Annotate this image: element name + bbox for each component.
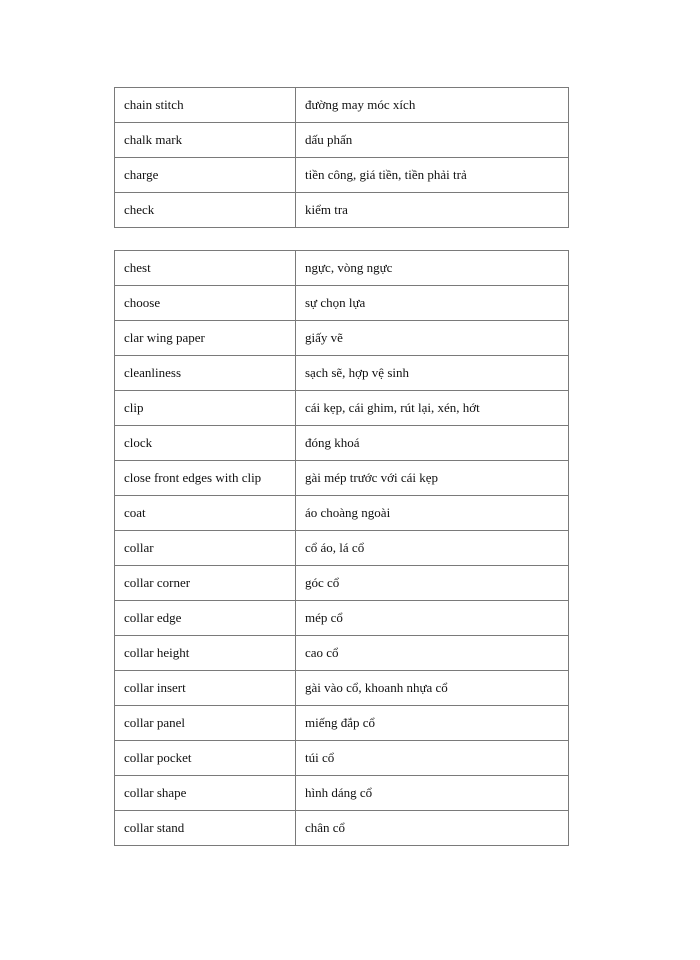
table-row (115, 356, 569, 391)
table-row (115, 496, 569, 531)
table-row (115, 286, 569, 321)
meaning-cell: sạch sẽ, hợp vệ sinh (296, 356, 569, 391)
meaning-cell: giấy vẽ (296, 321, 569, 356)
meaning-cell: sự chọn lựa (296, 286, 569, 321)
meaning-cell: đóng khoá (296, 426, 569, 461)
term-cell: charge (115, 158, 296, 193)
meaning-cell: góc cổ (296, 566, 569, 601)
table-row (115, 636, 569, 671)
term-cell: collar panel (115, 706, 296, 741)
table-row (115, 391, 569, 426)
term-cell: collar edge (115, 601, 296, 636)
term-cell: clip (115, 391, 296, 426)
meaning-cell: kiểm tra (296, 193, 569, 228)
term-cell: collar (115, 531, 296, 566)
term-cell: collar pocket (115, 741, 296, 776)
table-row (115, 88, 569, 123)
meaning-cell: áo choàng ngoài (296, 496, 569, 531)
term-cell: chest (115, 251, 296, 286)
table-row (115, 531, 569, 566)
meaning-cell: cái kẹp, cái ghim, rút lại, xén, hớt (296, 391, 569, 426)
table-row (115, 123, 569, 158)
meaning-cell: cao cổ (296, 636, 569, 671)
glossary-table-1 (114, 87, 569, 228)
table-row (115, 741, 569, 776)
term-cell: collar stand (115, 811, 296, 846)
term-cell: clar wing paper (115, 321, 296, 356)
table-row (115, 671, 569, 706)
term-cell: coat (115, 496, 296, 531)
term-cell: cleanliness (115, 356, 296, 391)
term-cell: collar insert (115, 671, 296, 706)
term-cell: clock (115, 426, 296, 461)
meaning-cell: hình dáng cổ (296, 776, 569, 811)
table-row (115, 601, 569, 636)
table-row (115, 706, 569, 741)
term-cell: collar height (115, 636, 296, 671)
table-row (115, 321, 569, 356)
meaning-cell: gài mép trước với cái kẹp (296, 461, 569, 496)
term-cell: chalk mark (115, 123, 296, 158)
meaning-cell: ngực, vòng ngực (296, 251, 569, 286)
meaning-cell: chân cổ (296, 811, 569, 846)
meaning-cell: mép cổ (296, 601, 569, 636)
term-cell: collar corner (115, 566, 296, 601)
term-cell: collar shape (115, 776, 296, 811)
glossary-table-2 (114, 250, 569, 846)
table-row (115, 461, 569, 496)
term-cell: close front edges with clip (115, 461, 296, 496)
meaning-cell: đường may móc xích (296, 88, 569, 123)
meaning-cell: dấu phấn (296, 123, 569, 158)
table-row (115, 811, 569, 846)
meaning-cell: gài vào cổ, khoanh nhựa cổ (296, 671, 569, 706)
table-row (115, 193, 569, 228)
table-row (115, 251, 569, 286)
table-row (115, 776, 569, 811)
term-cell: choose (115, 286, 296, 321)
meaning-cell: túi cổ (296, 741, 569, 776)
table-row (115, 566, 569, 601)
term-cell: check (115, 193, 296, 228)
meaning-cell: miếng đắp cổ (296, 706, 569, 741)
meaning-cell: tiền công, giá tiền, tiền phải trả (296, 158, 569, 193)
meaning-cell: cổ áo, lá cổ (296, 531, 569, 566)
term-cell: chain stitch (115, 88, 296, 123)
table-row (115, 158, 569, 193)
table-row (115, 426, 569, 461)
